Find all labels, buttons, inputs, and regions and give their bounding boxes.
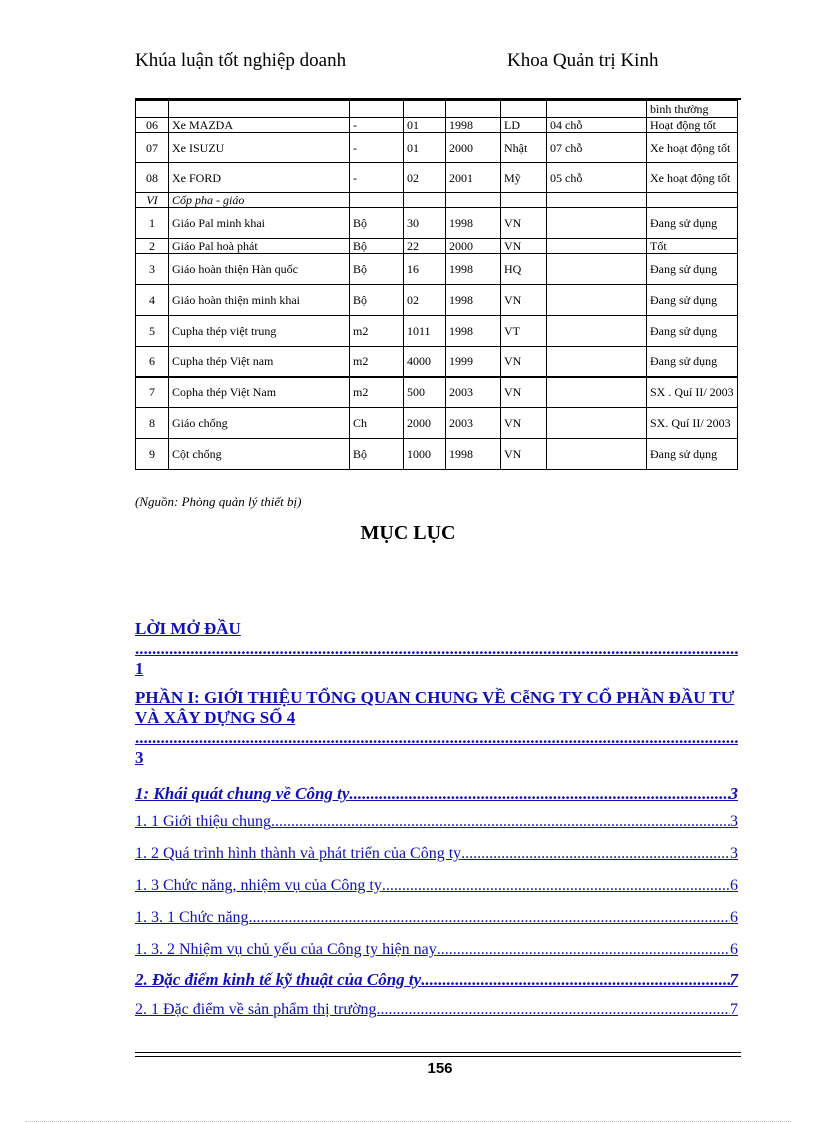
header-left: Khúa luận tốt nghiệp doanh (135, 50, 347, 71)
table-cell: - (350, 133, 404, 163)
toc-leader-dots (382, 876, 730, 895)
toc-leader-dots (461, 844, 730, 863)
toc-entry-label: 1. 2 Quá trình hình thành và phát triển của Công ty (135, 845, 462, 862)
equipment-table (135, 100, 738, 470)
table-cell: SX. Quí II/ 2003 (647, 408, 738, 439)
table-cell: Tốt (647, 239, 738, 254)
table-cell: HQ (501, 254, 547, 285)
table-row (136, 163, 738, 193)
table-cell (647, 193, 738, 208)
toc-title: MỤC LỤC (360, 522, 456, 544)
toc-leader-dots (377, 1000, 730, 1019)
table-cell: VT (501, 316, 547, 347)
table-cell (547, 377, 647, 408)
table-row (136, 118, 738, 133)
table-cell: 1 (136, 208, 169, 239)
table-cell (350, 193, 404, 208)
table-cell: Đang sử dụng (647, 316, 738, 347)
toc-entry-2-1[interactable] (135, 1000, 738, 1019)
table-cell: 30 (404, 208, 446, 239)
table-cell (547, 254, 647, 285)
table-cell: 5 (136, 316, 169, 347)
table-cell (547, 239, 647, 254)
table-cell (547, 208, 647, 239)
toc-entry-section-2[interactable] (135, 970, 738, 990)
table-row (136, 133, 738, 163)
toc-entry-1-1[interactable] (135, 812, 738, 831)
table-cell: VN (501, 208, 547, 239)
table-cell: - (350, 118, 404, 133)
table-cell: Bộ (350, 208, 404, 239)
table-cell (136, 101, 169, 118)
toc-entry-1-2[interactable] (135, 844, 738, 863)
table-cell: VN (501, 439, 547, 470)
toc-entry-intro[interactable] (135, 619, 738, 679)
table-cell (446, 193, 501, 208)
toc-page-number: 7 (730, 1001, 738, 1018)
table-cell: 1998 (446, 118, 501, 133)
table-cell: 3 (136, 254, 169, 285)
table-cell (404, 193, 446, 208)
table-cell: Xe MAZDA (169, 118, 350, 133)
table-cell: Xe hoạt động tốt (647, 163, 738, 193)
table-cell: 1998 (446, 316, 501, 347)
table-cell: 1998 (446, 254, 501, 285)
toc-leader-dots (349, 784, 729, 804)
table-cell: Giáo hoàn thiện minh khai (169, 285, 350, 316)
table-cell (547, 101, 647, 118)
table-cell: 1998 (446, 439, 501, 470)
footer-rule (135, 1056, 741, 1057)
toc-entry-label: 1. 3 Chức năng, nhiệm vụ của Công ty (135, 877, 382, 894)
table-cell: Cốp pha - giáo (169, 193, 350, 208)
table-cell: Bộ (350, 239, 404, 254)
table-cell: Giáo Pal hoà phát (169, 239, 350, 254)
table-row (136, 377, 738, 408)
table-cell: 2000 (404, 408, 446, 439)
table-cell: 16 (404, 254, 446, 285)
table-row (136, 239, 738, 254)
table-cell: SX . Quí II/ 2003 (647, 377, 738, 408)
toc-entry-label: 1. 3. 1 Chức năng (135, 909, 249, 926)
table-cell (547, 347, 647, 377)
toc-page-number: 3 (135, 748, 144, 767)
table-cell: 9 (136, 439, 169, 470)
table-cell (404, 101, 446, 118)
footer-rule (135, 1052, 741, 1053)
table-cell: Giáo chống (169, 408, 350, 439)
table-cell: Đang sử dụng (647, 347, 738, 377)
table-cell: 04 chỗ (547, 118, 647, 133)
table-cell: Xe ISUZU (169, 133, 350, 163)
table-cell: VI (136, 193, 169, 208)
table-cell: 01 (404, 118, 446, 133)
table-cell: Copha thép Việt Nam (169, 377, 350, 408)
table-row (136, 101, 738, 118)
toc-entry-1-3-2[interactable] (135, 940, 738, 959)
table-cell: Giáo Pal minh khai (169, 208, 350, 239)
toc-entry-label: 2. Đặc điểm kinh tế kỹ thuật của Công ty (135, 970, 422, 989)
table-cell: 1998 (446, 208, 501, 239)
table-cell: 2000 (446, 239, 501, 254)
table-cell: 1000 (404, 439, 446, 470)
table-cell: 07 chỗ (547, 133, 647, 163)
table-cell: VN (501, 347, 547, 377)
table-cell (501, 101, 547, 118)
table-cell (501, 193, 547, 208)
table-cell (169, 101, 350, 118)
table-cell: VN (501, 377, 547, 408)
table-cell: 8 (136, 408, 169, 439)
table-cell: - (350, 163, 404, 193)
toc-leader-dots (135, 728, 738, 748)
table-row (136, 316, 738, 347)
table-cell: 2003 (446, 408, 501, 439)
table-cell: Đang sử dụng (647, 254, 738, 285)
table-row (136, 254, 738, 285)
table-cell: Đang sử dụng (647, 208, 738, 239)
table-cell (547, 193, 647, 208)
table-cell: Bộ (350, 254, 404, 285)
table-cell: m2 (350, 347, 404, 377)
toc-leader-dots (249, 908, 730, 927)
table-cell: 4 (136, 285, 169, 316)
table-cell: 2003 (446, 377, 501, 408)
table-row (136, 208, 738, 239)
table-cell (547, 408, 647, 439)
table-cell: 05 chỗ (547, 163, 647, 193)
table-cell: Hoạt động tốt (647, 118, 738, 133)
table-cell: 1011 (404, 316, 446, 347)
table-cell: 500 (404, 377, 446, 408)
table-row (136, 285, 738, 316)
table-source-note: (Nguồn: Phòng quản lý thiết bị) (135, 494, 302, 509)
table-cell: 1999 (446, 347, 501, 377)
toc-page-number: 3 (730, 845, 738, 862)
toc-page-number: 6 (730, 909, 738, 926)
table-cell: m2 (350, 377, 404, 408)
toc-entry-label: LỜI MỞ ĐẦU (135, 619, 241, 638)
table-cell: Ch (350, 408, 404, 439)
table-cell: Mỹ (501, 163, 547, 193)
toc-page-number: 3 (730, 813, 738, 830)
page-number: 156 (427, 1060, 453, 1077)
table-cell: Đang sử dụng (647, 285, 738, 316)
table-cell (350, 101, 404, 118)
table-cell (547, 285, 647, 316)
toc-entry-part-1[interactable] (135, 688, 738, 768)
toc-page-number: 6 (730, 877, 738, 894)
table-row (136, 347, 738, 377)
table-row (136, 193, 738, 208)
toc-entry-label: PHẦN I: GIỚI THIỆU TỔNG QUAN CHUNG VỀ CễNG TY CỔ PHẦN ĐẦU TƯ VÀ XÂY DỰNG SỐ 4 (135, 688, 735, 727)
table-cell: VN (501, 239, 547, 254)
table-cell (446, 101, 501, 118)
toc-entry-label: 1. 3. 2 Nhiệm vụ chủ yếu của Công ty hiện nay (135, 941, 437, 958)
toc-entry-section-1[interactable] (135, 784, 738, 804)
table-cell: VN (501, 285, 547, 316)
table-cell (547, 316, 647, 347)
toc-page-number: 3 (729, 784, 738, 803)
table-cell: m2 (350, 316, 404, 347)
table-cell: 2000 (446, 133, 501, 163)
toc-page-number: 7 (729, 970, 738, 989)
toc-page-number: 6 (730, 941, 738, 958)
table-cell: Cột chống (169, 439, 350, 470)
table-cell: 22 (404, 239, 446, 254)
header-right: Khoa Quản trị Kinh (507, 50, 659, 71)
toc-entry-1-3[interactable] (135, 876, 738, 895)
toc-entry-1-3-1[interactable] (135, 908, 738, 927)
table-cell: Xe FORD (169, 163, 350, 193)
table-cell: 08 (136, 163, 169, 193)
table-cell: Cupha thép Việt nam (169, 347, 350, 377)
table-cell: 2 (136, 239, 169, 254)
table-cell (547, 439, 647, 470)
toc-entry-label: 1: Khái quát chung về Công ty (135, 784, 350, 803)
table-cell: VN (501, 408, 547, 439)
toc-leader-dots (437, 940, 730, 959)
table-row (136, 439, 738, 470)
table-cell: 1998 (446, 285, 501, 316)
table-cell: 02 (404, 285, 446, 316)
table-cell: 6 (136, 347, 169, 377)
table-cell: bình thường (647, 101, 738, 118)
table-cell: 01 (404, 133, 446, 163)
toc-leader-dots (271, 812, 730, 831)
table-cell: Giáo hoàn thiện Hàn quốc (169, 254, 350, 285)
table-cell: Bộ (350, 285, 404, 316)
table-cell: Xe hoạt động tốt (647, 133, 738, 163)
table-cell: 4000 (404, 347, 446, 377)
page-edge (25, 1121, 791, 1122)
table-row (136, 408, 738, 439)
table-cell: LD (501, 118, 547, 133)
table-cell: Bộ (350, 439, 404, 470)
table-cell: 06 (136, 118, 169, 133)
table-cell: Cupha thép việt trung (169, 316, 350, 347)
toc-entry-label: 1. 1 Giới thiệu chung (135, 813, 271, 830)
toc-page-number: 1 (135, 659, 144, 678)
table-cell: 2001 (446, 163, 501, 193)
toc-entry-label: 2. 1 Đặc điểm về sản phẩm thị trường (135, 1001, 377, 1018)
table-cell: 7 (136, 377, 169, 408)
toc-leader-dots (421, 970, 729, 990)
table-cell: 07 (136, 133, 169, 163)
table-cell: Đang sử dụng (647, 439, 738, 470)
toc-leader-dots (135, 639, 738, 659)
table-cell: Nhật (501, 133, 547, 163)
table-cell: 02 (404, 163, 446, 193)
